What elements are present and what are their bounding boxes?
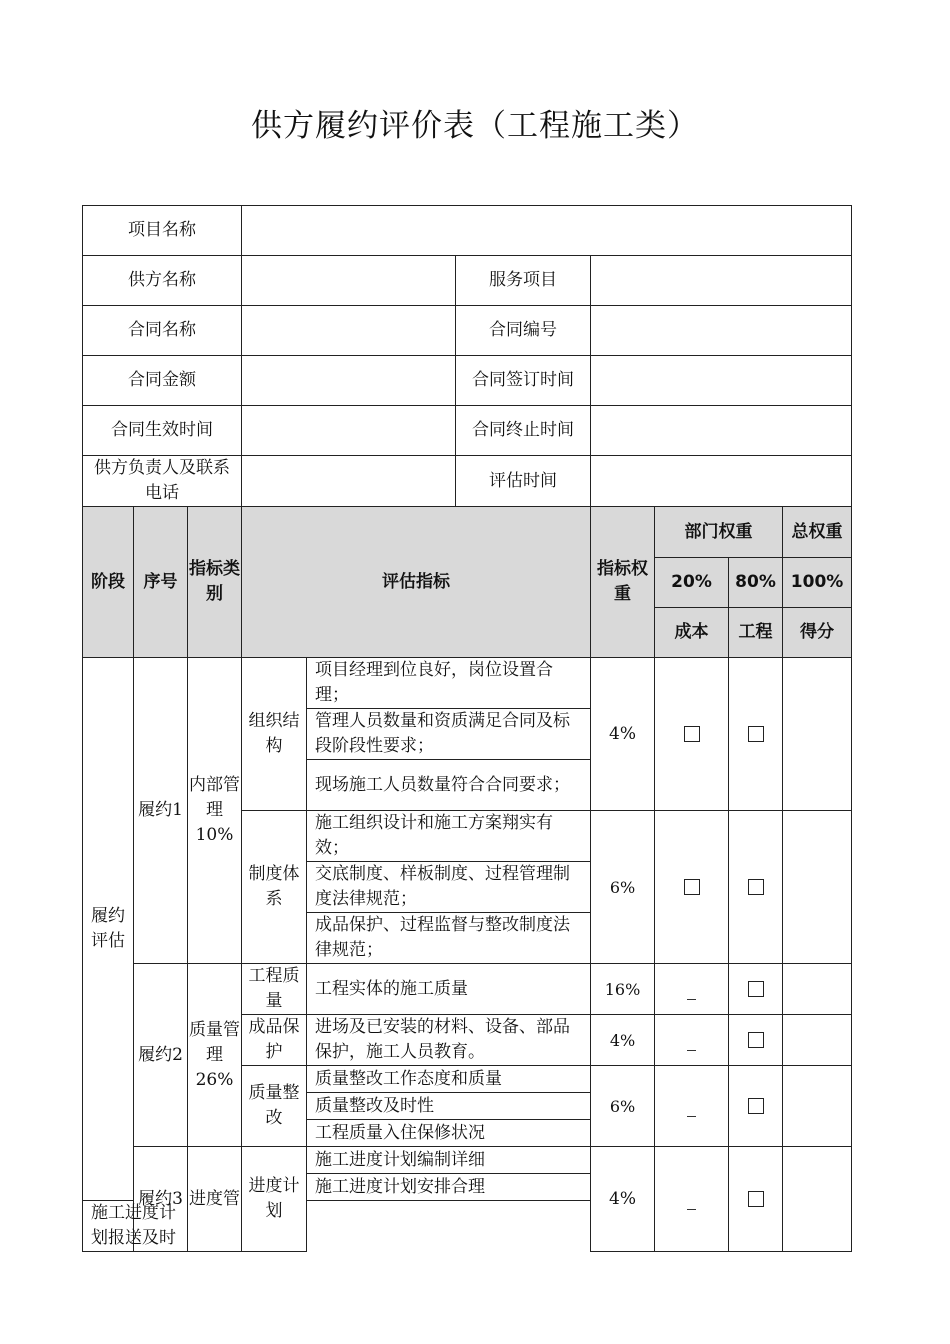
checkbox-icon[interactable] (748, 981, 764, 997)
engineering-checkbox-cell[interactable] (729, 964, 783, 1015)
subcategory-cell: 组织结构 (242, 658, 307, 811)
table-row (83, 964, 852, 1015)
score-header: 得分 (783, 608, 852, 658)
contract-no-field[interactable] (591, 306, 852, 356)
indicator-item: 交底制度、样板制度、过程管理制度法律规范； (307, 862, 591, 913)
contract-sign-time-label: 合同签订时间 (456, 356, 591, 406)
info-row-contract (83, 306, 852, 356)
subcategory-cell: 质量整改 (242, 1066, 307, 1147)
project-name-label: 项目名称 (83, 206, 242, 256)
total-weight-pct: 100% (783, 558, 852, 608)
page-title: 供方履约评价表（工程施工类） (251, 108, 699, 144)
indicator-type-header: 指标类别 (188, 507, 242, 658)
score-field[interactable] (783, 1147, 852, 1252)
contract-effective-time-field[interactable] (242, 406, 456, 456)
score-field[interactable] (783, 1015, 852, 1066)
contract-name-label: 合同名称 (83, 306, 242, 356)
header-row-1 (83, 507, 852, 558)
indicator-item: 进场及已安装的材料、设备、部品保护，施工人员教育。 (307, 1015, 591, 1066)
cost-na-cell (655, 1147, 729, 1252)
eval-indicator-header: 评估指标 (242, 507, 591, 658)
cost-weight-pct: 20% (655, 558, 729, 608)
indicator-item: 质量整改工作态度和质量 (307, 1066, 591, 1093)
dash-icon (687, 999, 696, 1000)
category-cell: 内部管理10% (188, 658, 242, 964)
engineering-checkbox-cell[interactable] (729, 1066, 783, 1147)
indicator-weight-cell: 6% (591, 1066, 655, 1147)
seq-cell: 履约2 (134, 964, 188, 1147)
info-row-project (83, 206, 852, 256)
eval-time-label: 评估时间 (456, 456, 591, 507)
cost-checkbox-cell[interactable] (655, 658, 729, 811)
supplier-name-label: 供方名称 (83, 256, 242, 306)
contract-amount-label: 合同金额 (83, 356, 242, 406)
supplier-name-field[interactable] (242, 256, 456, 306)
indicator-item: 工程实体的施工质量 (307, 964, 591, 1015)
checkbox-icon[interactable] (748, 1098, 764, 1114)
contract-no-label: 合同编号 (456, 306, 591, 356)
table-row (83, 658, 852, 709)
engineering-weight-pct: 80% (729, 558, 783, 608)
indicator-item: 项目经理到位良好，岗位设置合理； (307, 658, 591, 709)
dash-icon (687, 1116, 696, 1117)
contract-end-time-field[interactable] (591, 406, 852, 456)
category-cell: 进度管 (188, 1147, 242, 1252)
eval-time-field[interactable] (591, 456, 852, 507)
seq-cell: 履约1 (134, 658, 188, 964)
info-row-period (83, 406, 852, 456)
subcategory-cell: 工程质量 (242, 964, 307, 1015)
indicator-item: 施工组织设计和施工方案翔实有效； (307, 811, 591, 862)
contract-amount-field[interactable] (242, 356, 456, 406)
checkbox-icon[interactable] (684, 879, 700, 895)
cost-na-cell (655, 1066, 729, 1147)
indicator-weight-cell: 16% (591, 964, 655, 1015)
category-cell: 质量管理26% (188, 964, 242, 1147)
indicator-item: 工程质量入住保修状况 (307, 1120, 591, 1147)
info-row-amount (83, 356, 852, 406)
cost-header: 成本 (655, 608, 729, 658)
seq-header: 序号 (134, 507, 188, 658)
seq-cell: 履约3 (134, 1147, 188, 1252)
indicator-item: 质量整改及时性 (307, 1093, 591, 1120)
contract-effective-time-label: 合同生效时间 (83, 406, 242, 456)
dash-icon (687, 1050, 696, 1051)
contract-end-time-label: 合同终止时间 (456, 406, 591, 456)
checkbox-icon[interactable] (748, 726, 764, 742)
dept-weight-header: 部门权重 (655, 507, 783, 558)
stage-cell: 履约评估 (83, 658, 134, 1201)
cost-na-cell (655, 964, 729, 1015)
info-row-supplier (83, 256, 852, 306)
subcategory-cell: 进度计划 (242, 1147, 307, 1252)
contract-sign-time-field[interactable] (591, 356, 852, 406)
subcategory-cell: 成品保护 (242, 1015, 307, 1066)
score-field[interactable] (783, 811, 852, 964)
indicator-weight-cell: 6% (591, 811, 655, 964)
service-item-label: 服务项目 (456, 256, 591, 306)
score-field[interactable] (783, 964, 852, 1015)
engineering-header: 工程 (729, 608, 783, 658)
cost-checkbox-cell[interactable] (655, 811, 729, 964)
indicator-item: 现场施工人员数量符合合同要求； (307, 760, 591, 811)
subcategory-cell: 制度体系 (242, 811, 307, 964)
indicator-item: 施工进度计划安排合理 (307, 1174, 591, 1201)
indicator-item: 施工进度计划报送及时 (83, 1201, 188, 1252)
indicator-item: 成品保护、过程监督与整改制度法律规范； (307, 913, 591, 964)
stage-header: 阶段 (83, 507, 134, 658)
indicator-item: 管理人员数量和资质满足合同及标段阶段性要求； (307, 709, 591, 760)
indicator-weight-cell: 4% (591, 1015, 655, 1066)
service-item-field[interactable] (591, 256, 852, 306)
contact-person-label: 供方负责人及联系电话 (83, 456, 242, 507)
info-row-contact (83, 456, 852, 507)
indicator-weight-cell: 4% (591, 1147, 655, 1252)
indicator-weight-cell: 4% (591, 658, 655, 811)
total-weight-header: 总权重 (783, 507, 852, 558)
project-name-field[interactable] (242, 206, 852, 256)
table-row (83, 1147, 852, 1174)
checkbox-icon[interactable] (684, 726, 700, 742)
contact-person-field[interactable] (242, 456, 456, 507)
evaluation-form-table (82, 205, 852, 1252)
cost-na-cell (655, 1015, 729, 1066)
checkbox-icon[interactable] (748, 1032, 764, 1048)
engineering-checkbox-cell[interactable] (729, 1147, 783, 1252)
contract-name-field[interactable] (242, 306, 456, 356)
score-field[interactable] (783, 658, 852, 811)
indicator-weight-header: 指标权重 (591, 507, 655, 658)
score-field[interactable] (783, 1066, 852, 1147)
indicator-item: 施工进度计划编制详细 (307, 1147, 591, 1174)
engineering-checkbox-cell[interactable] (729, 1015, 783, 1066)
engineering-checkbox-cell[interactable] (729, 811, 783, 964)
engineering-checkbox-cell[interactable] (729, 658, 783, 811)
checkbox-icon[interactable] (748, 1191, 764, 1207)
checkbox-icon[interactable] (748, 879, 764, 895)
dash-icon (687, 1209, 696, 1210)
